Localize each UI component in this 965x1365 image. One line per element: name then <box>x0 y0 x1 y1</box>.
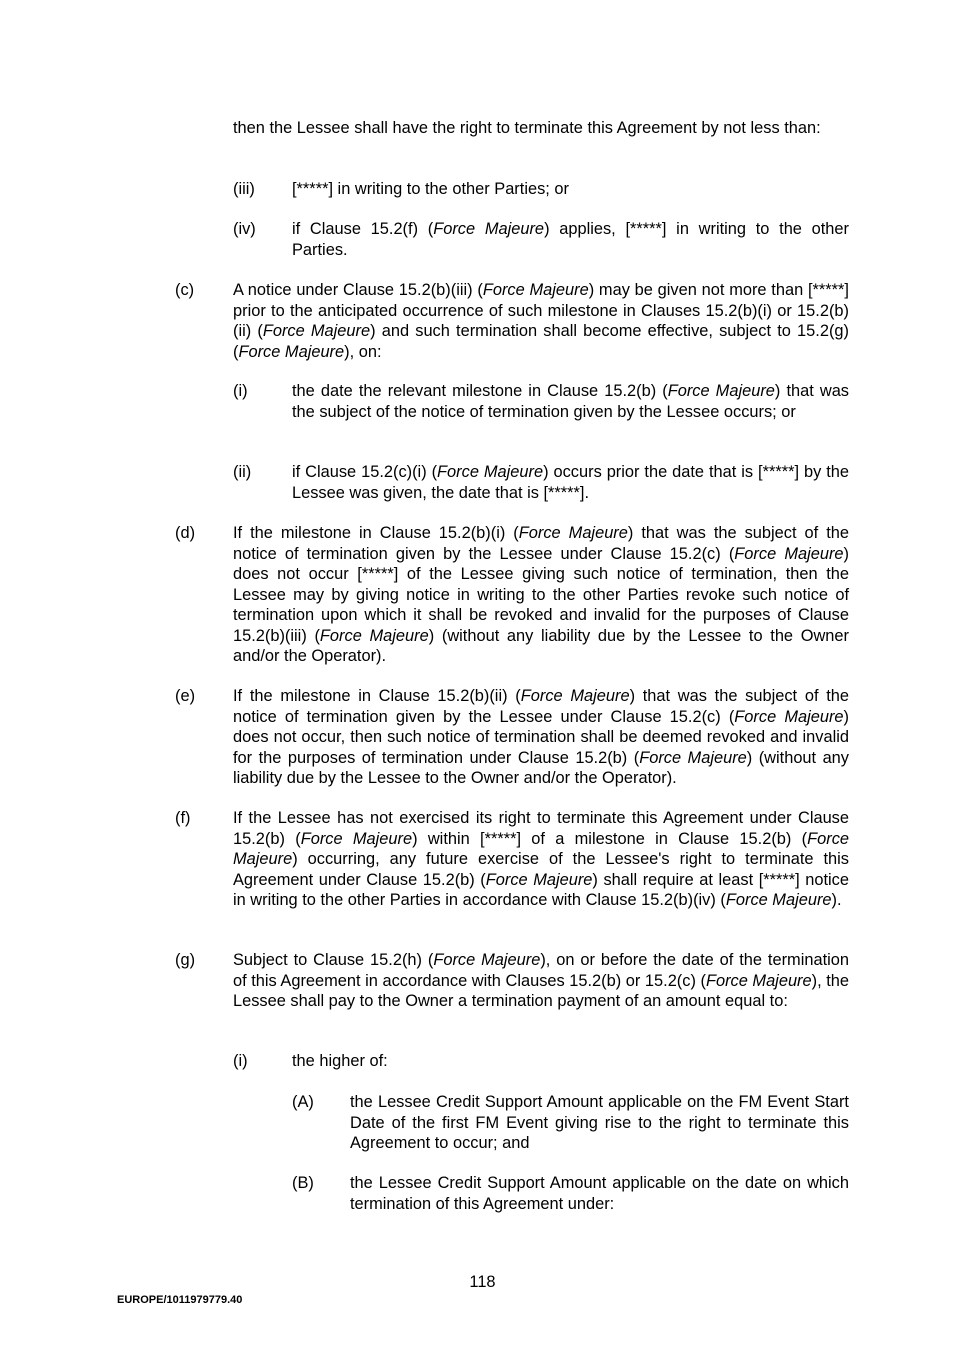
item-text-c-i: the date the relevant milestone in Clause 15.2(b) (Force Majeure) that was the subject of the notice of termination given by the Lessee occurs; or <box>292 382 850 421</box>
clause-label-f: (f) <box>175 809 191 827</box>
clause-label-c: (c) <box>175 281 195 299</box>
subitem-label-B: (B) <box>292 1174 314 1192</box>
item-label-c-ii: (ii) <box>233 463 252 481</box>
document-reference: EUROPE/1011979779.40 <box>117 1294 243 1306</box>
page-number: 118 <box>469 1273 496 1291</box>
item-text-g-i: the higher of: <box>292 1052 388 1070</box>
subitem-label-A: (A) <box>292 1093 314 1111</box>
clause-label-g: (g) <box>175 951 196 969</box>
item-label-c-i: (i) <box>233 382 248 400</box>
item-text-c-ii: if Clause 15.2(c)(i) (Force Majeure) occurs prior the date that is [*****] by the Lessee was given, the date that is [*****]. <box>292 463 849 502</box>
clause-label-d: (d) <box>175 524 196 542</box>
item-text-iv: if Clause 15.2(f) (Force Majeure) applies, [*****] in writing to the other Parties. <box>292 220 850 259</box>
item-label-iv: (iv) <box>233 220 256 238</box>
item-text-iii: [*****] in writing to the other Parties; or <box>292 180 569 198</box>
clause-text-d: If the milestone in Clause 15.2(b)(i) (Force Majeure) that was the subject of the notice of termination given by the Lessee under Clause 15.2(c) (Force Majeure) does not occur [*****] of the Lessee giving such notice of termination, then the Lessee may by giving notice in writing to the other Parties revoke such notice of termination upon which it shall be revoked and invalid for the purposes of Clause 15.2(b)(iii) (Force Majeure) (without any liability due by the Lessee to the Owner and/or the Operator). <box>233 524 850 665</box>
item-label-iii: (iii) <box>233 180 255 198</box>
clause-text-c: A notice under Clause 15.2(b)(iii) (Force Majeure) may be given not more than [*****] prior to the anticipated occurrence of such milestone in Clauses 15.2(b)(i) or 15.2(b)(ii) (Force Majeure) and such termination shall become effective, subject to 15.2(g) (Force Majeure), on: <box>233 281 849 361</box>
intro-paragraph: then the Lessee shall have the right to terminate this Agreement by not less than: <box>233 119 821 137</box>
clause-label-e: (e) <box>175 687 196 705</box>
item-label-g-i: (i) <box>233 1052 248 1070</box>
clause-text-f: If the Lessee has not exercised its right to terminate this Agreement under Clause 15.2(b) (Force Majeure) within [*****] of a milestone in Clause 15.2(b) (Force Majeure) occurring, any future exercise of the Lessee's right to terminate this Agreement under Clause 15.2(b) (Force Majeure) shall require at least [*****] notice in writing to the other Parties in accordance with Clause 15.2(b)(iv) (Force Majeure). <box>233 809 850 909</box>
clause-text-g: Subject to Clause 15.2(h) (Force Majeure), on or before the date of the termination of this Agreement in accordance with Clauses 15.2(b) or 15.2(c) (Force Majeure), the Lessee shall pay to the Owner a termination payment of an amount equal to: <box>233 951 850 1010</box>
subitem-text-A: the Lessee Credit Support Amount applicable on the FM Event Start Date of the first FM Event giving rise to the right to terminate this Agreement to occur; and <box>350 1093 849 1152</box>
clause-text-e: If the milestone in Clause 15.2(b)(ii) (Force Majeure) that was the subject of the notice of termination given by the Lessee under Clause 15.2(c) (Force Majeure) does not occur, then such notice of termination shall be deemed revoked and invalid for the purposes of termination under Clause 15.2(b) (Force Majeure) (without any liability due by the Lessee to the Owner and/or the Operator). <box>233 687 850 787</box>
subitem-text-B: the Lessee Credit Support Amount applicable on the date on which termination of this Agreement under: <box>350 1174 849 1213</box>
